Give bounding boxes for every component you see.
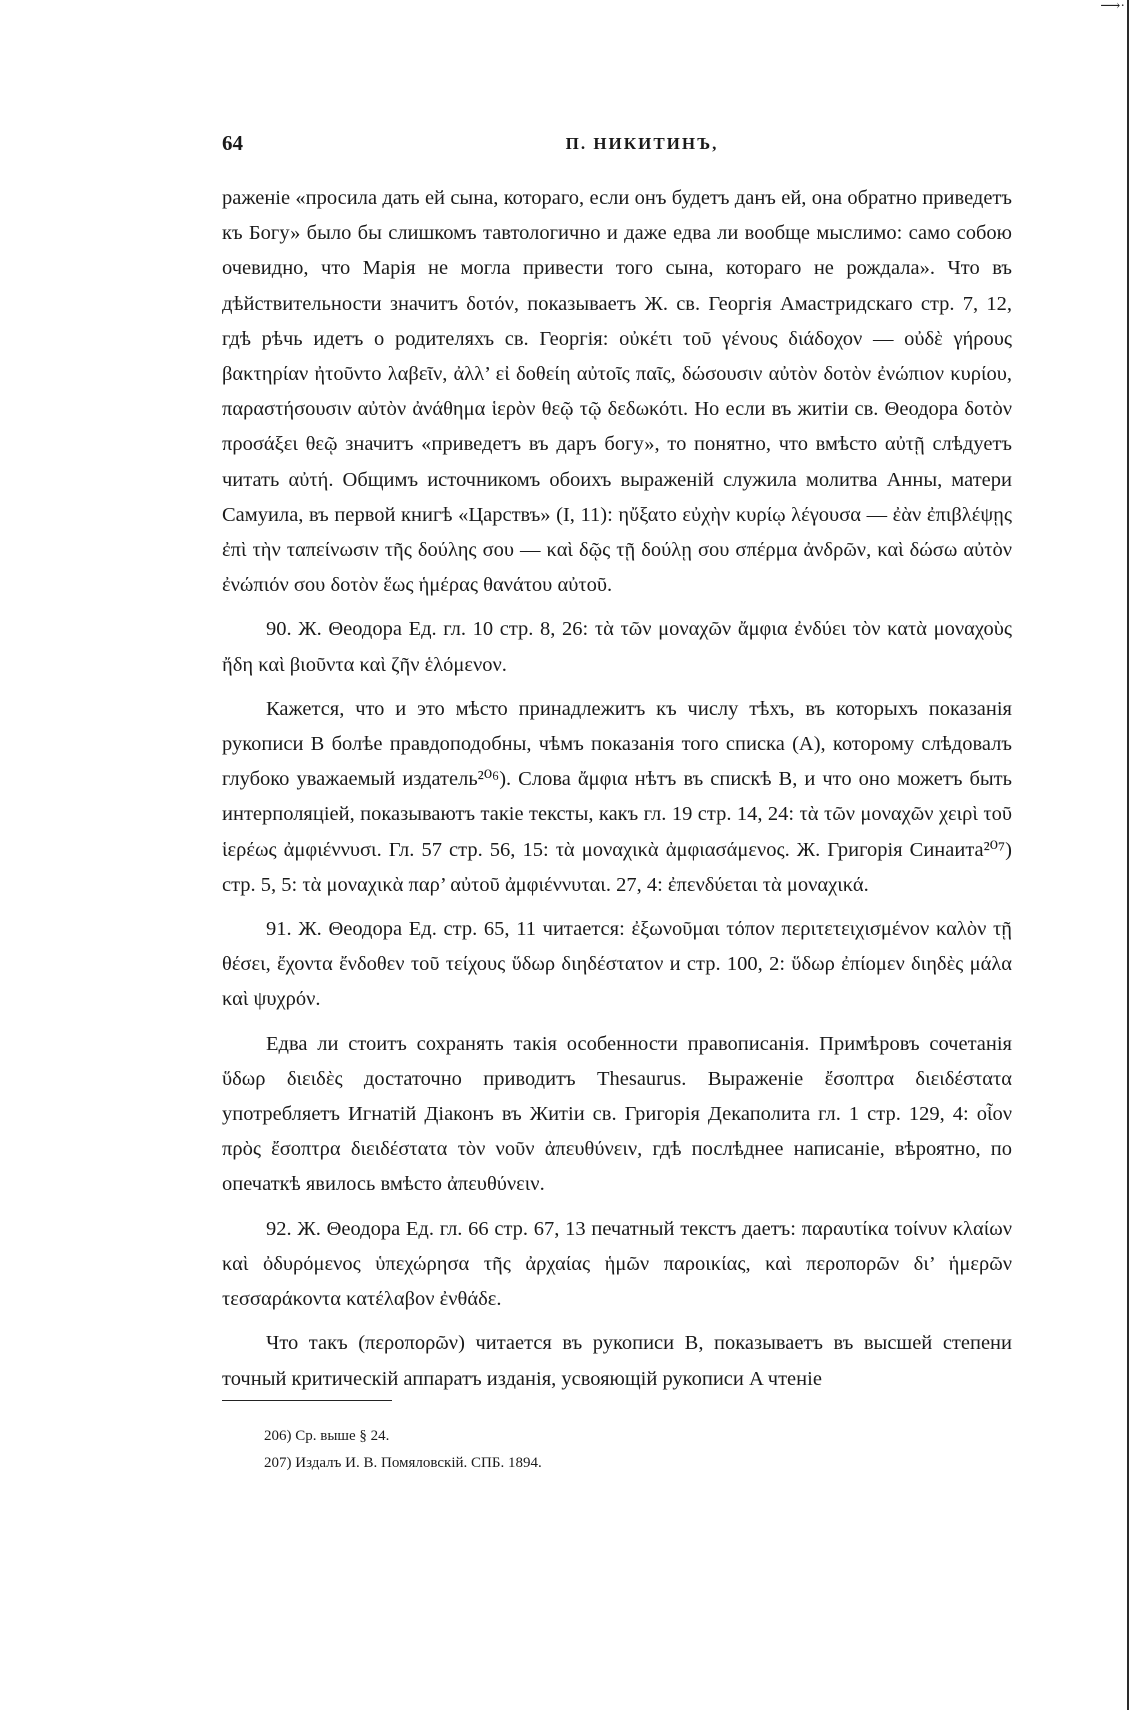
paragraph-commentary-90: Кажется, что и это мѣсто принадлежитъ къ числу тѣхъ, въ которыхъ показанія рукописи B болѣе правдоподобны, чѣмъ показанія того списка (A), которому слѣдовалъ глубоко уважаемый издатель²⁰⁶). Слова ἄμφια нѣтъ въ спискѣ B, и что оно можетъ быть интерполяціей, показываютъ такіе тексты, какъ гл. 19 стр. 14, 24: τὰ τῶν μοναχῶν χειρὶ τοῦ ἱερέως ἀμφιέννυσι. Гл. 57 стр. 56, 15: τὰ μοναχικὰ ἀμφιασάμενος. Ж. Григорія Синаита²⁰⁷) стр. 5, 5: τὰ μοναχικὰ παρ’ αὐτοῦ ἀμφιέννυται. 27, 4: ἐπενδύεται τὰ μοναχικά. [222,697,1012,896]
paragraph-commentary-92: Что такъ (περοπορῶν) читается въ рукописи B, показываетъ въ высшей степени точный критическій аппаратъ изданія, усвояющій рукописи A чтеніе [222,1332,1012,1390]
scan-edge-mark: ⟶· [1100,0,1125,14]
footnote-206: 206) Ср. выше § 24. [264,1428,390,1444]
paragraph-continuation: раженіе «просила дать ей сына, котораго, если онъ будетъ данъ ей, она обратно приведетъ къ Богу» было бы слишкомъ тавтологично и даже едва ли вообще мыслимо: само собою очевидно, что Марія не могла привести того сына, котораго не рождала». Что въ дѣйствительности значитъ δοτόν, показываетъ Ж. св. Георгія Амастридскаго стр. 7, 12, гдѣ рѣчь идетъ о родителяхъ св. Георгія: οὐκέτι τοῦ γένους διάδοχον — οὐδὲ γήρους βακτηρίαν ἠτοῦντο λαβεῖν, ἀλλ’ εἰ δοθείη αὐτοῖς παῖς, δώσουσιν αὐτὸν δοτὸν ἐνώπιον κυρίου, παραστήσουσιν αὐτὸν ἀνάθημα ἱερὸν θεῷ τῷ δεδωκότι. Но если въ житіи св. Θеодора δοτὸν προσάξει θεῷ значитъ «приведетъ въ даръ богу», то понятно, что вмѣсто αὐτῇ слѣдуетъ читать αὐτή. Общимъ источникомъ обоихъ выраженій служила молитва Анны, матери Самуила, въ первой книгѣ «Царствъ» (I, 11): ηὔξατο εὐχὴν κυρίῳ λέγουσα — ἐὰν ἐπιβλέψῃς ἐπὶ τὴν ταπείνωσιν τῆς δούλης σου — καὶ δῷς τῇ δούλῃ σου σπέρμα ἀνδρῶν, καὶ δώσω αὐτὸν ἐνώπιόν σου δοτὸν ἕως ἡμέρας θανάτου αὐτοῦ. [222,187,1012,597]
body-text [222,181,1012,1397]
page-edge-line [1127,0,1129,1710]
running-head: П. НИКИТИНЪ, [565,134,719,153]
paragraph-note-90: 90. Ж. Θеодора Ед. гл. 10 стр. 8, 26: τὰ τῶν μοναχῶν ἄμφια ἐνδύει τὸν κατὰ μοναχοὺς ἤδη καὶ βιοῦντα καὶ ζῆν ἑλόμενον. [222,618,1012,676]
paragraph-note-92: 92. Ж. Θеодора Ед. гл. 66 стр. 67, 13 печатный текстъ даетъ: παραυτίκα τοίνυν κλαίων καὶ ὀδυρόμενος ὑπεχώρησα τῆς ἀρχαίας ἡμῶν παροικίας, καὶ περοπορῶν δι’ ἡμερῶν τεσσαράκοντα κατέλαβον ἐνθάδε. [222,1217,1012,1311]
page-header [222,131,1012,161]
paragraph-commentary-91: Едва ли стоитъ сохранять такія особенности правописанія. Примѣровъ сочетанія ὕδωρ διειδὲς достаточно приводитъ Thesaurus. Выраженіе ἔσοπτρα διειδέστατα употребляетъ Игнатій Діаконъ въ Житіи св. Григорія Декаполита гл. 1 стр. 129, 4: οἷον πρὸς ἔσοπτρα διειδέστατα τὸν νοῦν ἀπευθύνειν, гдѣ послѣднее написаніе, вѣроятно, по опечаткѣ явилось вмѣсто ἀπευθύνειν. [222,1032,1012,1196]
paragraph-note-91: 91. Ж. Θеодора Ед. стр. 65, 11 читается: ἐξωνοῦμαι τόπον περιτετειχισμένον καλὸν τῇ θέσει, ἔχοντα ἔνδοθεν τοῦ τείχους ὕδωρ διηδέστατον и стр. 100, 2: ὕδωρ ἐπίομεν διηδὲς μάλα καὶ ψυχρόν. [222,918,1012,1011]
footnote-rule [222,1400,392,1401]
footnotes [264,1423,964,1477]
page-number: 64 [222,131,243,155]
footnote-207: 207) Издалъ И. В. Помяловскій. СПБ. 1894. [264,1455,542,1471]
